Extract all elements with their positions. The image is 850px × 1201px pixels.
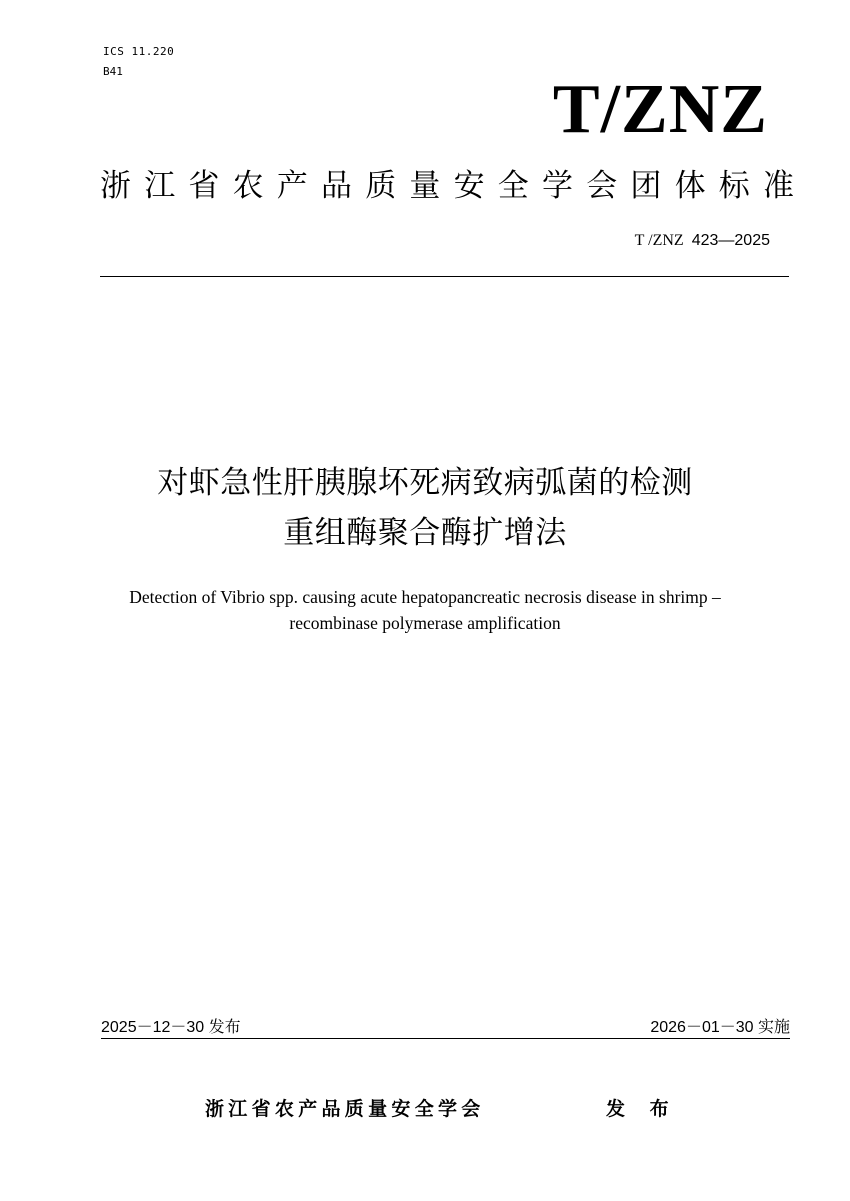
- publisher-name: 浙江省农产品质量安全学会: [205, 1098, 485, 1120]
- standard-brand-mark: T/ZNZ: [552, 71, 768, 148]
- ics-code: ICS 11.220: [103, 45, 175, 58]
- standard-number-value: 423—2025: [691, 232, 770, 249]
- standard-number: [635, 230, 770, 252]
- ccs-code: B41: [103, 65, 123, 78]
- english-title-line-2: recombinase polymerase amplification: [289, 613, 561, 633]
- chinese-title-line-1: 对虾急性肝胰腺坏死病致病弧菌的检测: [157, 465, 693, 501]
- header-divider: [100, 276, 789, 277]
- issue-date: 2025－12－30 发布: [101, 1019, 241, 1036]
- publish-label: 发 布: [606, 1098, 678, 1120]
- standard-number-prefix: T /ZNZ: [634, 232, 684, 249]
- english-title: [0, 584, 850, 636]
- footer-divider: [101, 1038, 790, 1039]
- english-title-line-1: Detection of Vibrio spp. causing acute hepatopancreatic necrosis disease in shrimp –: [129, 587, 721, 607]
- implementation-date: 2026－01－30 实施: [650, 1019, 790, 1036]
- chinese-title-line-2: 重组酶聚合酶扩增法: [283, 515, 567, 551]
- organization-standard-title: 浙江省农产品质量安全学会团体标准: [100, 168, 808, 204]
- chinese-title: [0, 458, 850, 558]
